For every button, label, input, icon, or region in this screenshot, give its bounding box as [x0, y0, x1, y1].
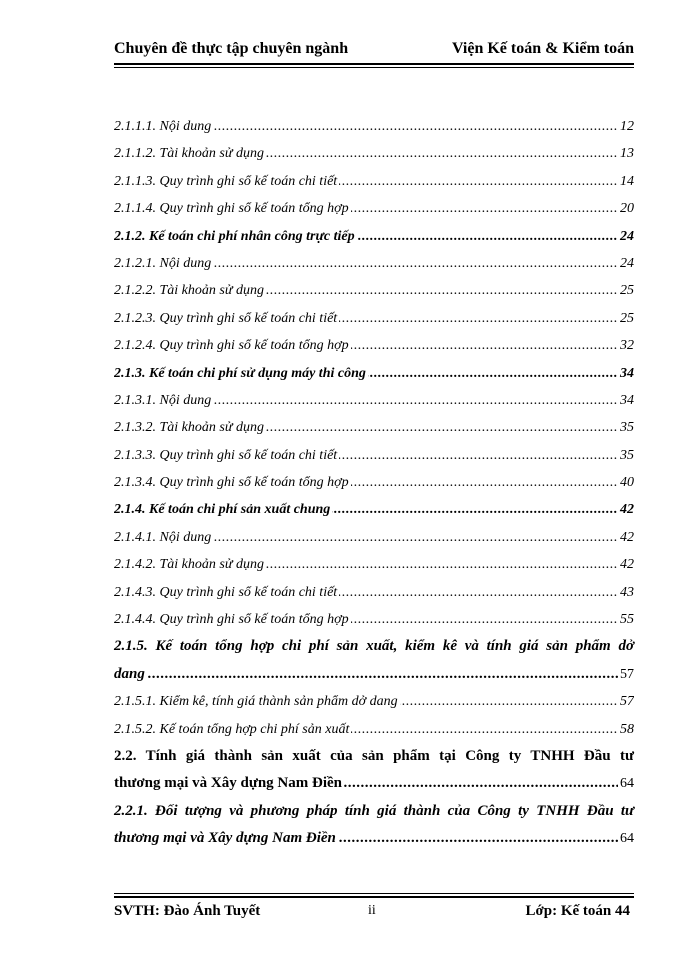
toc-entry-page: 25 [618, 305, 634, 332]
toc-entry-page: 64 [618, 825, 634, 852]
toc-entry-text: 2.1.1.3. Quy trình ghi sổ kế toán chi tiết [114, 173, 338, 189]
footer-page-number: ii [368, 903, 376, 918]
toc-entry-page: 64 [618, 770, 634, 797]
toc-entry[interactable] [114, 113, 634, 140]
toc-entry[interactable] [114, 524, 634, 551]
toc-entry-text-line1: 2.1.5. Kế toán tổng hợp chi phí sản xuất, kiểm kê và tính giá sản phẩm dở [114, 638, 634, 655]
toc-entry-section-multiline[interactable] [114, 798, 634, 853]
toc-entry-page: 20 [618, 195, 634, 222]
header-rule-thin [114, 67, 634, 68]
toc-entry[interactable] [114, 140, 634, 167]
toc-entry-page: 34 [618, 360, 634, 387]
toc-entry[interactable] [114, 387, 634, 414]
toc-entry-text-line2: thương mại và Xây dựng Nam Điền [114, 830, 336, 847]
header-left: Chuyên đề thực tập chuyên ngành [114, 40, 349, 57]
toc-entry[interactable] [114, 332, 634, 359]
toc-entry-page: 32 [618, 332, 634, 359]
toc-entry-text: 2.1.3.1. Nội dung [114, 392, 212, 408]
toc-entry-text: 2.1.1.4. Quy trình ghi sổ kế toán tổng hợp [114, 201, 349, 217]
footer-rule-thin [114, 893, 634, 894]
toc-entry-text-line2: dang [114, 665, 145, 682]
header-rule [114, 63, 634, 65]
toc-entry-page: 57 [618, 661, 634, 688]
toc-entry-text: 2.1.3.2. Tài khoản sử dụng [114, 420, 264, 436]
toc-entry-text: 2.1.2.4. Quy trình ghi sổ kế toán tổng hợp [114, 338, 349, 354]
toc-entry-text: 2.1.5.1. Kiểm kê, tính giá thành sản phẩm dở dang [114, 694, 398, 710]
toc-entry-section[interactable] [114, 360, 634, 387]
toc-entry-text: 2.1.2. Kế toán chi phí nhân công trực tiếp [114, 228, 355, 244]
toc-entry-text: 2.1.1.2. Tài khoản sử dụng [114, 146, 264, 162]
toc-entry-line2 [114, 770, 634, 797]
toc-entry[interactable] [114, 168, 634, 195]
toc-entry-section[interactable] [114, 496, 634, 523]
toc-entry[interactable] [114, 414, 634, 441]
toc-entry-line2 [114, 661, 634, 688]
toc-entry-text: 2.1.4.4. Quy trình ghi sổ kế toán tổng hợp [114, 612, 349, 628]
toc-entry-line2 [114, 825, 634, 852]
toc-entry[interactable] [114, 195, 634, 222]
toc-entry-section-multiline[interactable] [114, 633, 634, 688]
toc-entry[interactable] [114, 469, 634, 496]
toc-entry-page: 35 [618, 442, 634, 469]
toc-entry-page: 25 [618, 277, 634, 304]
toc-entry-page: 24 [618, 250, 634, 277]
toc-entry-text: 2.1.4.2. Tài khoản sử dụng [114, 557, 264, 573]
footer-class: Lớp: Kế toán 44 [525, 903, 630, 919]
toc-entry[interactable] [114, 277, 634, 304]
toc-entry-page: 58 [618, 716, 634, 743]
toc-entry[interactable] [114, 716, 634, 743]
footer-student: SVTH: Đào Ánh Tuyết [114, 903, 261, 919]
toc-entry-text-line2: thương mại và Xây dựng Nam Điền [114, 775, 342, 792]
toc-entry-page: 42 [618, 496, 634, 523]
toc-entry[interactable] [114, 606, 634, 633]
toc-entry[interactable] [114, 579, 634, 606]
toc-entry[interactable] [114, 250, 634, 277]
toc-entry-text: 2.1.4.3. Quy trình ghi sổ kế toán chi tiết [114, 584, 338, 600]
toc-entry-page: 42 [618, 524, 634, 551]
toc-entry-page: 34 [618, 387, 634, 414]
toc-entry-page: 55 [618, 606, 634, 633]
toc-entry[interactable] [114, 688, 634, 715]
toc-entry-section[interactable] [114, 223, 634, 250]
table-of-contents [114, 113, 634, 853]
toc-entry-text: 2.1.1.1. Nội dung [114, 119, 212, 134]
toc-entry-page: 43 [618, 579, 634, 606]
toc-entry-page: 12 [618, 113, 634, 140]
header-right: Viện Kế toán & Kiểm toán [451, 40, 634, 57]
toc-entry-page: 35 [618, 414, 634, 441]
toc-entry-text: 2.1.2.3. Quy trình ghi sổ kế toán chi tiết [114, 310, 338, 326]
toc-entry-text: 2.1.2.2. Tài khoản sử dụng [114, 283, 264, 299]
page-header [114, 38, 634, 60]
toc-entry-text: 2.1.5.2. Kế toán tổng hợp chi phí sản xuất [114, 721, 350, 737]
toc-entry-text-line1: 2.2.1. Đối tượng và phương pháp tính giá thành của Công ty TNHH Đầu tư [114, 802, 634, 819]
toc-entry-text: 2.1.3.4. Quy trình ghi sổ kế toán tổng hợp [114, 475, 349, 491]
toc-entry-page: 13 [618, 140, 634, 167]
toc-entry[interactable] [114, 305, 634, 332]
toc-entry[interactable] [114, 551, 634, 578]
toc-entry-chapter-multiline[interactable] [114, 743, 634, 798]
toc-entry-text: 2.1.4.1. Nội dung [114, 529, 212, 545]
toc-entry-page: 42 [618, 551, 634, 578]
toc-entry-page: 40 [618, 469, 634, 496]
toc-entry-text: 2.1.4. Kế toán chi phí sản xuất chung [114, 502, 331, 518]
toc-entry-text: 2.1.3.3. Quy trình ghi sổ kế toán chi tiết [114, 447, 338, 463]
toc-entry-page: 24 [618, 223, 634, 250]
toc-entry-page: 57 [618, 688, 634, 715]
toc-entry[interactable] [114, 442, 634, 469]
toc-entry-text: 2.1.3. Kế toán chi phí sử dụng máy thi công [114, 365, 366, 381]
footer-rule [114, 896, 634, 898]
toc-entry-text: 2.1.2.1. Nội dung [114, 255, 212, 271]
toc-entry-page: 14 [618, 168, 634, 195]
toc-entry-text-line1: 2.2. Tính giá thành sản xuất của sản phẩm tại Công ty TNHH Đầu tư [114, 748, 634, 764]
